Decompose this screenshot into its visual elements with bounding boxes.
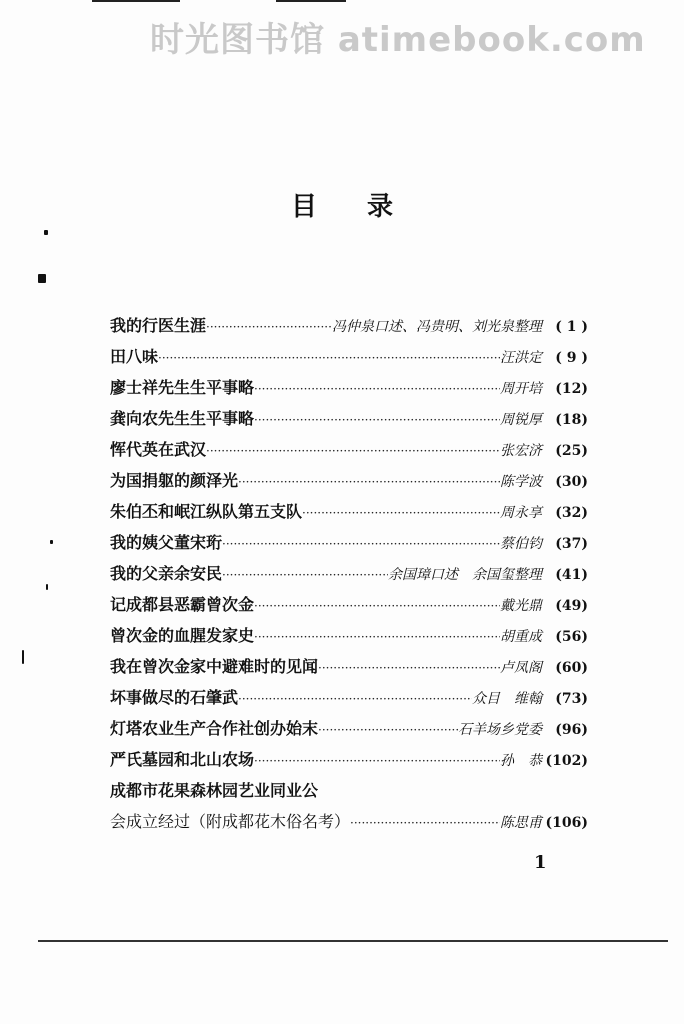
toc-entry-page: (102) <box>545 753 588 769</box>
toc-entry[interactable] <box>110 310 588 341</box>
toc-leader <box>238 467 500 498</box>
toc-entry-page: (60) <box>555 660 588 676</box>
toc-entry[interactable] <box>110 465 588 496</box>
toc-entry[interactable] <box>110 341 588 372</box>
toc-entry[interactable] <box>110 682 588 713</box>
toc-entry-author: 蔡伯钧 <box>500 536 542 552</box>
toc-entry-title: 恽代英在武汉 <box>110 440 207 459</box>
toc-entry-title: 严氏墓园和北山农场 <box>110 750 255 769</box>
toc-entry-author: 周开培 <box>500 381 542 397</box>
top-rule-right <box>276 0 346 2</box>
toc-entry-page: ( 1 ) <box>555 319 588 335</box>
margin-speck <box>44 230 48 235</box>
toc-entry-title: 朱伯丕和岷江纵队第五支队 <box>110 502 303 521</box>
toc-entry-title: 为国捐躯的颜泽光 <box>110 471 239 490</box>
toc-entry-page: (30) <box>555 474 588 490</box>
toc-entry-author: 卢凤阁 <box>500 660 542 676</box>
toc-leader <box>318 653 500 684</box>
toc-entry[interactable] <box>110 558 588 589</box>
toc-entry-page: ( 9 ) <box>555 350 588 366</box>
toc-entry-title: 灯塔农业生产合作社创办始末 <box>110 719 319 738</box>
toc-entry-author: 陈思甫 <box>500 815 542 831</box>
toc-entry-page: (73) <box>555 691 588 707</box>
toc-entry-author: 孙 恭 <box>500 753 542 769</box>
toc-entry-title: 成都市花果森林园艺业同业公 <box>110 781 319 800</box>
toc-leader <box>254 405 500 436</box>
page-title: 目录 <box>290 192 443 222</box>
toc-entry-page: (106) <box>545 815 588 831</box>
toc-entry[interactable] <box>110 589 588 620</box>
toc-entry-title: 记成都县恶霸曾次金 <box>110 595 255 614</box>
toc-entry-page: (49) <box>555 598 588 614</box>
toc-entry-page: (37) <box>555 536 588 552</box>
toc-entry-page: (12) <box>555 381 588 397</box>
bottom-rule <box>38 940 668 942</box>
toc-entry-page: (96) <box>555 722 588 738</box>
toc-leader <box>318 715 458 746</box>
toc-entry[interactable] <box>110 806 588 837</box>
toc-entry-page: (25) <box>555 443 588 459</box>
toc-entry-author: 陈学波 <box>500 474 542 490</box>
toc-entry-author: 汪洪定 <box>500 350 542 366</box>
toc-entry-author: 余国璋口述 余国玺整理 <box>388 567 542 583</box>
toc-entry-title: 曾次金的血腥发家史 <box>110 626 255 645</box>
toc-entry-title: 我的姨父董宋珩 <box>110 533 223 552</box>
toc-entry-author: 石羊场乡党委 <box>458 722 542 738</box>
toc-entry[interactable] <box>110 403 588 434</box>
top-rule-left <box>92 0 180 2</box>
toc-entry-page: (56) <box>555 629 588 645</box>
toc-leader <box>254 591 500 622</box>
toc-entry[interactable] <box>110 651 588 682</box>
toc-entry-page: (18) <box>555 412 588 428</box>
toc-leader <box>206 312 332 343</box>
toc-entry[interactable] <box>110 713 588 744</box>
toc-leader <box>350 808 500 839</box>
margin-speck <box>50 540 53 544</box>
toc-leader <box>222 529 500 560</box>
toc-entry-title: 我的行医生涯 <box>110 316 207 335</box>
toc-leader <box>158 343 500 374</box>
toc-entry-title: 我的父亲余安民 <box>110 564 223 583</box>
toc-entry-title: 我在曾次金家中避难时的见闻 <box>110 657 319 676</box>
toc-entry-title: 坏事做尽的石肇武 <box>110 688 239 707</box>
toc-entry[interactable] <box>110 496 588 527</box>
toc-entry-author: 戴光鼎 <box>500 598 542 614</box>
toc-leader <box>302 498 500 529</box>
toc-entry-page: (32) <box>555 505 588 521</box>
toc-leader <box>254 746 500 777</box>
margin-speck <box>22 650 24 664</box>
toc-entry[interactable] <box>110 527 588 558</box>
toc-leader <box>238 684 472 715</box>
margin-speck <box>46 584 48 590</box>
toc-entry[interactable] <box>110 434 588 465</box>
toc-entry-author: 张宏济 <box>500 443 542 459</box>
toc-entry-author: 周锐厚 <box>500 412 542 428</box>
toc-entry[interactable] <box>110 744 588 775</box>
toc-entry-author: 胡重成 <box>500 629 542 645</box>
toc-entry-page: (41) <box>555 567 588 583</box>
toc-entry-title: 会成立经过（附成都花木俗名考） <box>110 812 351 831</box>
toc-entry[interactable] <box>110 775 588 806</box>
toc-entry[interactable] <box>110 372 588 403</box>
toc-leader <box>254 622 500 653</box>
toc-entry[interactable] <box>110 620 588 651</box>
toc-leader <box>254 374 500 405</box>
toc-entry-title: 田八味 <box>110 347 159 366</box>
page-number: 1 <box>534 852 547 873</box>
toc-entry-title: 廖士祥先生生平事略 <box>110 378 255 397</box>
toc-entry-author: 众目 维翰 <box>472 691 542 707</box>
table-of-contents <box>110 310 588 837</box>
toc-leader <box>206 436 500 467</box>
toc-entry-title: 龚向农先生生平事略 <box>110 409 255 428</box>
toc-entry-author: 冯仲泉口述、冯贵明、刘光泉整理 <box>332 319 542 335</box>
margin-speck <box>38 274 46 283</box>
toc-leader <box>222 560 388 591</box>
watermark: 时光图书馆 atimebook.com <box>150 20 646 60</box>
toc-entry-author: 周永享 <box>500 505 542 521</box>
